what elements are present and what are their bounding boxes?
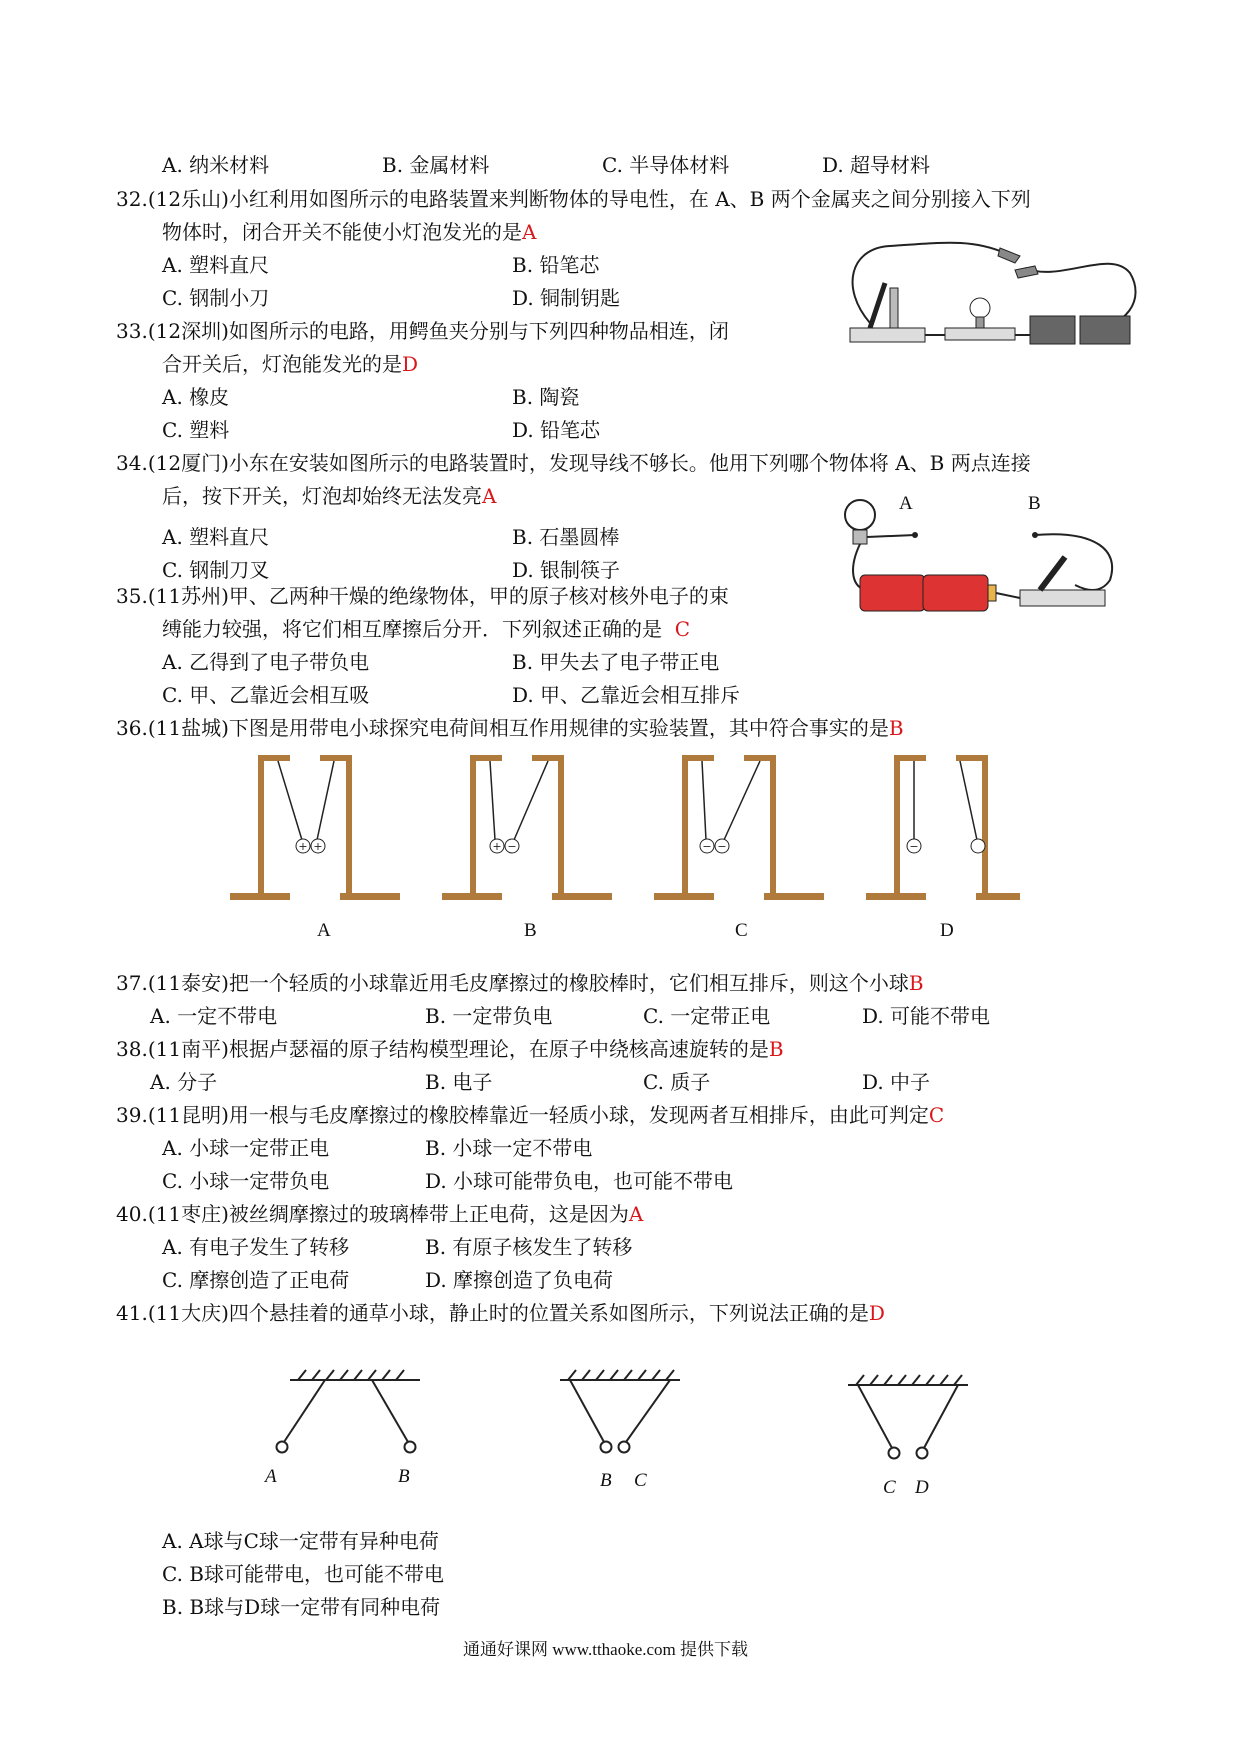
q37-option-b: B. 一定带负电 xyxy=(425,1004,553,1028)
q37-option-a: A. 一定不带电 xyxy=(150,1004,278,1028)
q39-option-a: A. 小球一定带正电 xyxy=(162,1136,330,1160)
q40-option-c: C. 摩擦创造了正电荷 xyxy=(162,1268,350,1292)
q35-stem-line2 xyxy=(162,616,690,642)
q32-circuit-figure xyxy=(830,228,1140,358)
svg-text:+: + xyxy=(313,840,323,853)
q36-apparatus-d xyxy=(866,755,1020,900)
q41-option-3: B. B球与D球一定带有同种电荷 xyxy=(162,1595,441,1619)
q31-option-a: A. 纳米材料 xyxy=(162,153,270,177)
q34-text2: 后，按下开关，灯泡却始终无法发亮 xyxy=(162,484,482,508)
q32-number: 32. xyxy=(116,187,148,211)
q40-stem-line1 xyxy=(116,1201,643,1227)
q36-fig-label-b: B xyxy=(524,920,537,941)
q41-figure-cd xyxy=(848,1375,968,1459)
q39-number: 39. xyxy=(116,1103,148,1127)
q36-fig-label-d: D xyxy=(940,920,954,941)
q39-answer: C xyxy=(928,1103,945,1127)
q33-option-c: C. 塑料 xyxy=(162,418,230,442)
q41-fig-label-b1: B xyxy=(398,1466,410,1487)
q37-number: 37. xyxy=(116,971,148,995)
q40-option-b: B. 有原子核发生了转移 xyxy=(425,1235,633,1259)
q34-text: (12厦门)小东在安装如图所示的电路装置时，发现导线不够长。他用下列哪个物体将 A、B 两点连接 xyxy=(147,451,1031,475)
q38-text: (11南平)根据卢瑟福的原子结构模型理论，在原子中绕核高速旋转的是 xyxy=(147,1037,769,1061)
q40-option-d: D. 摩擦创造了负电荷 xyxy=(425,1268,614,1292)
q33-stem-line1 xyxy=(116,318,729,344)
q32-text2: 物体时，闭合开关不能使小灯泡发光的是 xyxy=(162,220,522,244)
q32-option-b: B. 铅笔芯 xyxy=(512,253,600,277)
q32-stem-line1 xyxy=(116,186,1031,212)
q37-stem-line1 xyxy=(116,970,924,996)
svg-text:−: − xyxy=(702,840,712,853)
q31-option-b: B. 金属材料 xyxy=(382,153,490,177)
q34-answer: A xyxy=(482,484,497,508)
q33-stem-line2 xyxy=(162,351,418,377)
q34-option-b: B. 石墨圆棒 xyxy=(512,525,620,549)
q35-option-d: D. 甲、乙靠近会相互排斥 xyxy=(512,683,741,707)
q36-stem-line1 xyxy=(116,715,904,741)
q34-fig-label-b: B xyxy=(1028,493,1041,514)
q39-text: (11昆明)用一根与毛皮摩擦过的橡胶棒靠近一轻质小球，发现两者互相排斥，由此可判定 xyxy=(147,1103,929,1127)
q33-text: (12深圳)如图所示的电路，用鳄鱼夹分别与下列四种物品相连，闭 xyxy=(147,319,729,343)
q35-option-c: C. 甲、乙靠近会相互吸 xyxy=(162,683,370,707)
q33-answer: D xyxy=(402,352,419,376)
svg-text:−: − xyxy=(717,840,727,853)
svg-text:−: − xyxy=(909,840,919,853)
q34-option-a: A. 塑料直尺 xyxy=(162,525,270,549)
q36-number: 36. xyxy=(116,716,148,740)
q32-stem-line2 xyxy=(162,219,536,245)
q37-text: (11泰安)把一个轻质的小球靠近用毛皮摩擦过的橡胶棒时，它们相互排斥，则这个小球 xyxy=(147,971,909,995)
q41-fig-label-d: D xyxy=(915,1477,929,1498)
q32-answer: A xyxy=(522,220,537,244)
q38-option-a: A. 分子 xyxy=(150,1070,218,1094)
q41-fig-label-b2: B xyxy=(600,1470,612,1491)
q36-apparatus-c xyxy=(654,755,824,900)
q35-option-b: B. 甲失去了电子带正电 xyxy=(512,650,720,674)
svg-text:+: + xyxy=(492,840,502,853)
q36-apparatus-a xyxy=(230,755,400,900)
q39-option-c: C. 小球一定带负电 xyxy=(162,1169,330,1193)
q38-option-c: C. 质子 xyxy=(643,1070,711,1094)
q34-number: 34. xyxy=(116,451,148,475)
q31-option-d: D. 超导材料 xyxy=(822,153,931,177)
q35-number: 35. xyxy=(116,584,148,608)
q41-fig-label-a: A xyxy=(265,1466,277,1487)
q41-fig-label-c1: C xyxy=(634,1470,647,1491)
q41-stem-line1 xyxy=(116,1300,885,1326)
q34-circuit-figure xyxy=(835,495,1135,620)
q32-option-a: A. 塑料直尺 xyxy=(162,253,270,277)
q37-option-d: D. 可能不带电 xyxy=(862,1004,991,1028)
q32-option-c: C. 钢制小刀 xyxy=(162,286,270,310)
q35-answer: C xyxy=(674,617,691,641)
q36-pendulum-figures xyxy=(230,755,1020,905)
q35-stem-line1 xyxy=(116,583,729,609)
page-footer: 通通好课网 www.tthaoke.com 提供下载 xyxy=(463,1640,749,1659)
q38-option-b: B. 电子 xyxy=(425,1070,493,1094)
q38-number: 38. xyxy=(116,1037,148,1061)
q38-stem-line1 xyxy=(116,1036,784,1062)
q33-option-b: B. 陶瓷 xyxy=(512,385,580,409)
svg-text:+: + xyxy=(298,840,308,853)
q37-option-c: C. 一定带正电 xyxy=(643,1004,771,1028)
q40-number: 40. xyxy=(116,1202,148,1226)
q40-text: (11枣庄)被丝绸摩擦过的玻璃棒带上正电荷，这是因为 xyxy=(147,1202,629,1226)
q41-figure-bc xyxy=(560,1370,680,1453)
q40-answer: A xyxy=(628,1202,644,1226)
q41-option-1: A. A球与C球一定带有异种电荷 xyxy=(162,1529,439,1553)
q35-text2: 缚能力较强，将它们相互摩擦后分开．下列叙述正确的是 xyxy=(162,617,662,641)
q33-text2: 合开关后，灯泡能发光的是 xyxy=(162,352,402,376)
q32-text: (12乐山)小红利用如图所示的电路装置来判断物体的导电性，在 A、B 两个金属夹之间分别接入下列 xyxy=(147,187,1031,211)
q36-text: (11盐城)下图是用带电小球探究电荷间相互作用规律的实验装置，其中符合事实的是 xyxy=(147,716,889,740)
q41-number: 41. xyxy=(116,1301,148,1325)
q34-stem-line1 xyxy=(116,450,1031,476)
q36-fig-label-a: A xyxy=(317,920,331,941)
q34-option-c: C. 钢制刀叉 xyxy=(162,558,270,582)
q41-figure-ab xyxy=(277,1370,421,1453)
q41-answer: D xyxy=(868,1301,885,1325)
q33-number: 33. xyxy=(116,319,148,343)
q39-option-b: B. 小球一定不带电 xyxy=(425,1136,593,1160)
q41-fig-label-c2: C xyxy=(883,1477,896,1498)
q38-answer: B xyxy=(768,1037,784,1061)
q35-text: (11苏州)甲、乙两种干燥的绝缘物体，甲的原子核对核外电子的束 xyxy=(147,584,729,608)
q33-option-d: D. 铅笔芯 xyxy=(512,418,601,442)
svg-text:−: − xyxy=(507,840,517,853)
q34-stem-line2 xyxy=(162,483,496,509)
q41-hanging-balls-figures xyxy=(260,1360,1000,1480)
q38-option-d: D. 中子 xyxy=(862,1070,931,1094)
q36-answer: B xyxy=(888,716,904,740)
q34-fig-label-a: A xyxy=(899,493,913,514)
q41-option-2: C. B球可能带电，也可能不带电 xyxy=(162,1562,445,1586)
q35-option-a: A. 乙得到了电子带负电 xyxy=(162,650,370,674)
q39-stem-line1 xyxy=(116,1102,944,1128)
q34-option-d: D. 银制筷子 xyxy=(512,558,621,582)
q32-option-d: D. 铜制钥匙 xyxy=(512,286,621,310)
q33-option-a: A. 橡皮 xyxy=(162,385,230,409)
q36-fig-label-c: C xyxy=(735,920,748,941)
q36-apparatus-b xyxy=(442,755,612,900)
q41-text: (11大庆)四个悬挂着的通草小球，静止时的位置关系如图所示，下列说法正确的是 xyxy=(147,1301,869,1325)
q37-answer: B xyxy=(908,971,924,995)
q31-option-c: C. 半导体材料 xyxy=(602,153,730,177)
q40-option-a: A. 有电子发生了转移 xyxy=(162,1235,350,1259)
q39-option-d: D. 小球可能带负电，也可能不带电 xyxy=(425,1169,734,1193)
